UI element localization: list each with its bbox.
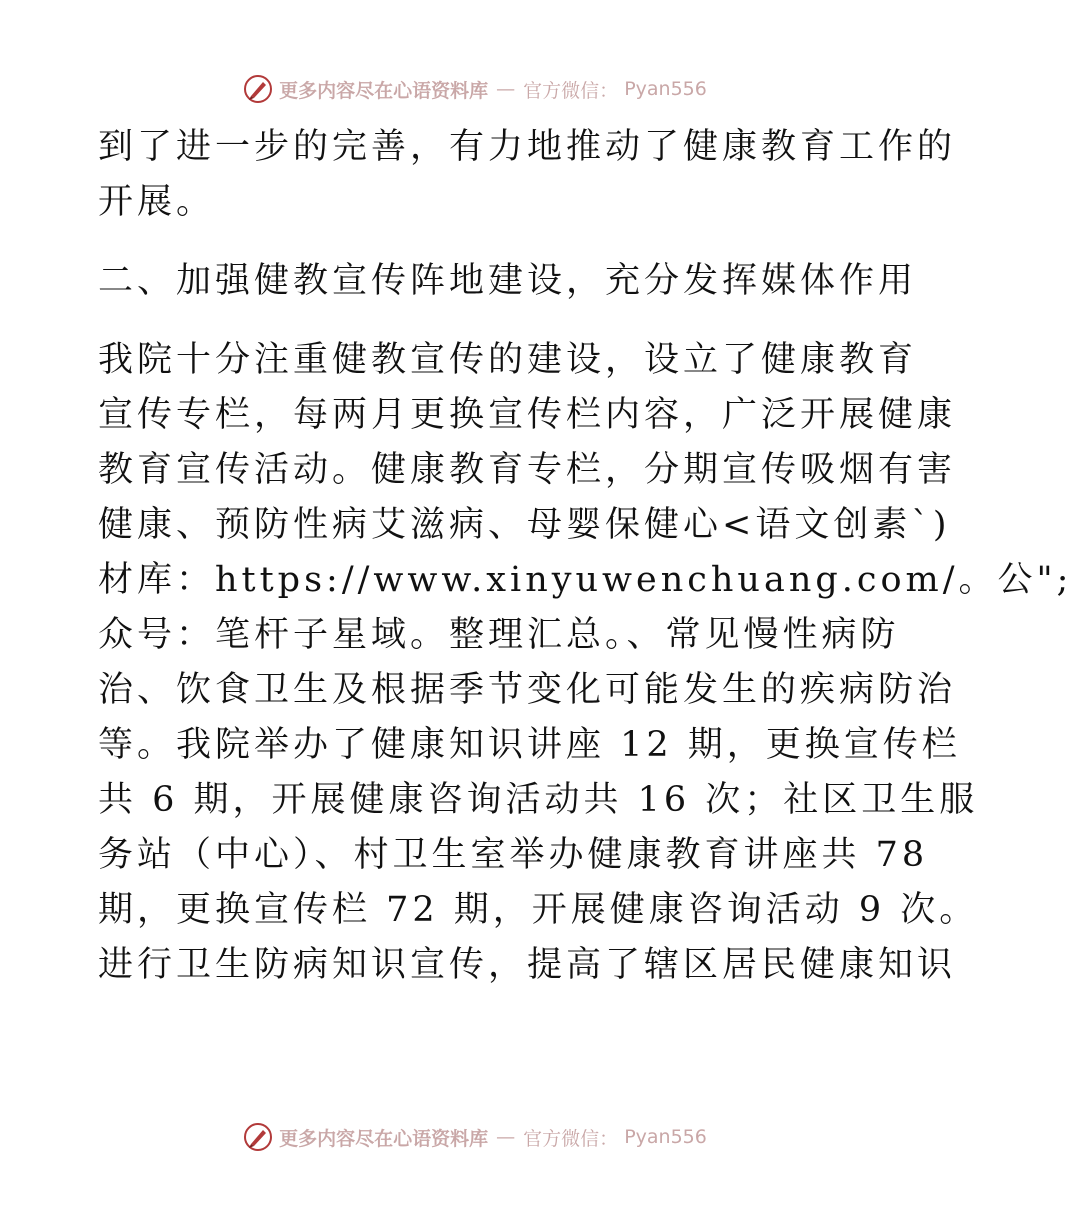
banner-wechat-id: Pyan556 (624, 1126, 707, 1148)
banner-dash: — (496, 78, 516, 100)
text-line: 众号：笔杆子星域。整理汇总。、常见慢性病防 (98, 615, 900, 655)
header-banner (0, 74, 950, 104)
text-line: 进行卫生防病知识宣传，提高了辖区居民健康知识 (98, 945, 957, 985)
footer-banner (0, 1122, 950, 1152)
text-line: 治、饮食卫生及根据季节变化可能发生的疾病防治 (98, 670, 957, 710)
text-line: 我院十分注重健教宣传的建设，设立了健康教育 (98, 340, 918, 380)
banner-dash: — (496, 1126, 516, 1148)
text-line: 材库：https://www.xinyuwenchuang.com/。公"; (98, 560, 1072, 600)
text-line: 务站（中心）、村卫生室举办健康教育讲座共 78 (98, 835, 929, 875)
text-line: 共 6 期，开展健康咨询活动共 16 次；社区卫生服 (98, 780, 979, 820)
text-line: 宣传专栏，每两月更换宣传栏内容，广泛开展健康 (98, 395, 957, 435)
quill-pen-logo-icon (243, 1122, 273, 1152)
text-line: 到了进一步的完善，有力地推动了健康教育工作的 (98, 127, 957, 167)
banner-title: 更多内容尽在心语资料库 (279, 1127, 489, 1150)
text-line: 期，更换宣传栏 72 期，开展健康咨询活动 9 次。 (98, 890, 979, 930)
banner-subtitle: 官方微信： (523, 1127, 619, 1150)
banner-subtitle: 官方微信： (523, 79, 619, 102)
banner-wechat-id: Pyan556 (624, 78, 707, 100)
quill-pen-logo-icon (243, 74, 273, 104)
text-line: 健康、预防性病艾滋病、母婴保健心<语文创素`) (98, 505, 951, 545)
banner-title: 更多内容尽在心语资料库 (279, 79, 489, 102)
text-line: 开展。 (98, 182, 216, 222)
section-heading: 二、加强健教宣传阵地建设，充分发挥媒体作用 (98, 261, 918, 301)
text-line: 等。我院举办了健康知识讲座 12 期，更换宣传栏 (98, 725, 961, 765)
text-line: 教育宣传活动。健康教育专栏，分期宣传吸烟有害 (98, 450, 957, 490)
document-body (98, 120, 1072, 993)
